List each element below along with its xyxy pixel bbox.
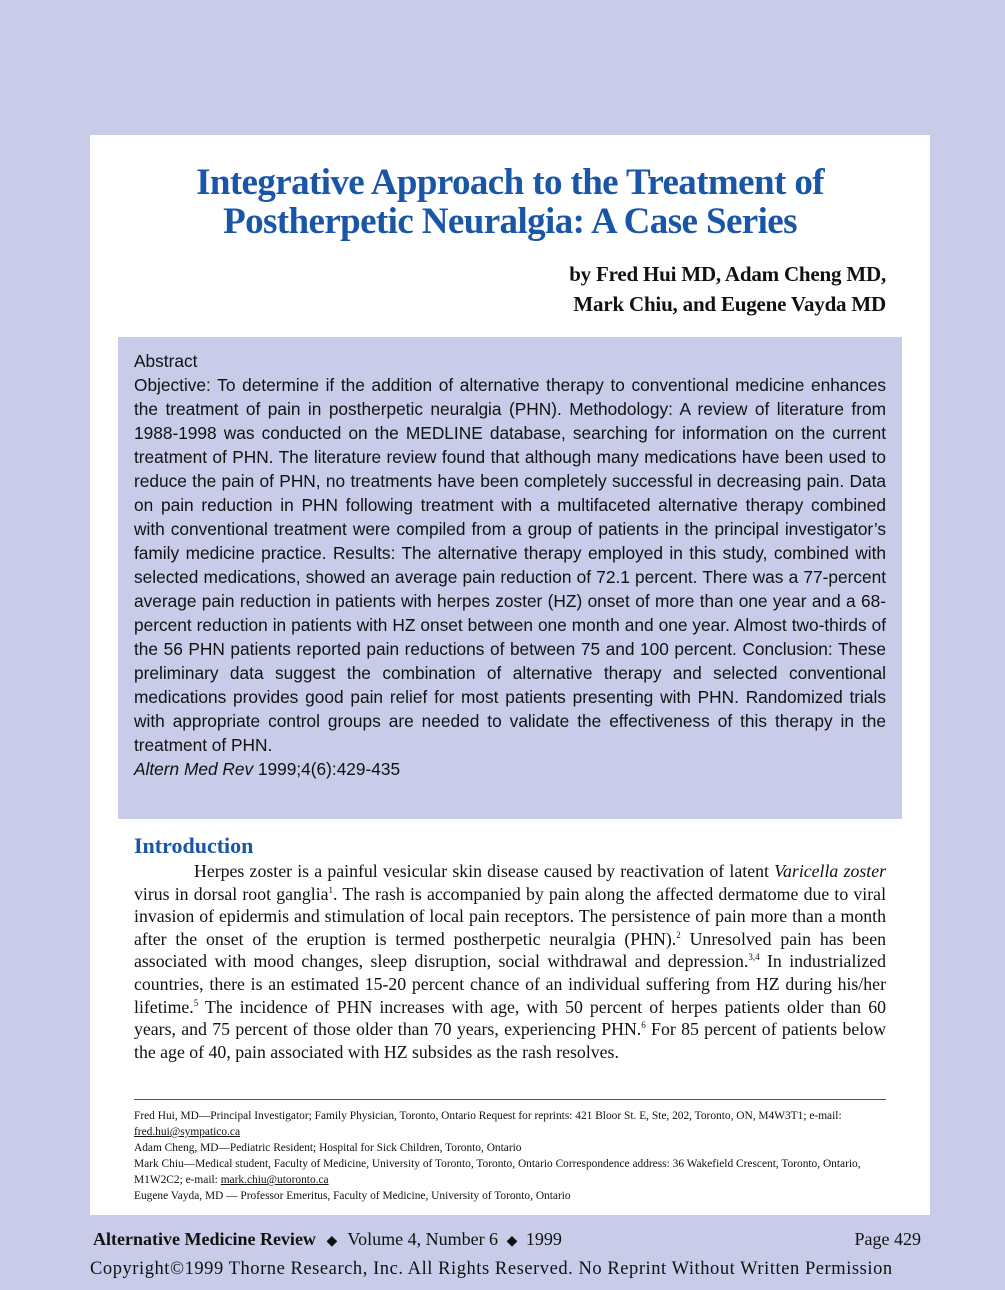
intro-text: The incidence of PHN increases with age, with 50 percent of herpes patients older than 60 years, and 75 percent of those older than 70 years, experiencing PHN. bbox=[134, 996, 886, 1040]
footnote-cheng: Adam Cheng, MD—Pediatric Resident; Hospital for Sick Children, Toronto, Ontario bbox=[134, 1142, 522, 1154]
reference-superscript: 2 bbox=[676, 929, 681, 940]
author-footnotes bbox=[134, 1108, 886, 1204]
intro-text: For 85 percent of patients below the age of 40, pain associated with HZ subsides as the rash resolves. bbox=[134, 1019, 886, 1062]
introduction-body bbox=[134, 860, 886, 1063]
title-line-1: Integrative Approach to the Treatment of bbox=[196, 162, 824, 203]
abstract-heading: Abstract bbox=[134, 351, 198, 371]
year: 1999 bbox=[525, 1229, 562, 1249]
article-title bbox=[90, 163, 930, 241]
citation-details: 1999;4(6):429-435 bbox=[253, 759, 401, 779]
author-list bbox=[386, 259, 886, 319]
intro-text: In industrialized countries, there is an estimated 15-20 percent chance of an individual suffering from HZ during his/her lifetime. bbox=[134, 951, 886, 1017]
authors-line-1: by Fred Hui MD, Adam Cheng MD, bbox=[569, 262, 886, 286]
intro-text: Herpes zoster is a painful vesicular skin disease caused by reactivation of latent bbox=[194, 861, 775, 881]
email-link-chiu[interactable]: mark.chiu@utoronto.ca bbox=[220, 1174, 329, 1186]
footnote-text: Fred Hui, MD—Principal Investigator; Family Physician, Toronto, Ontario Request for reprints: 421 Bloor St. E, Ste, 202, Toronto, ON, M4W3T1; e-mail: bbox=[134, 1110, 842, 1122]
intro-text: virus in dorsal root ganglia bbox=[134, 883, 329, 904]
citation-journal: Altern Med Rev bbox=[134, 759, 254, 779]
introduction-heading: Introduction bbox=[134, 833, 254, 858]
introduction-paragraph bbox=[134, 860, 886, 1063]
intro-italic-term: Varicella zoster bbox=[774, 861, 887, 881]
page-number: Page 429 bbox=[854, 1229, 921, 1249]
copyright-notice: Copyright©1999 Thorne Research, Inc. All Rights Reserved. No Reprint Without Written Permission bbox=[90, 1259, 893, 1279]
journal-footer bbox=[93, 1228, 921, 1252]
reference-superscript: 3,4 bbox=[748, 952, 760, 963]
footnote-hui bbox=[134, 1108, 886, 1140]
reference-superscript: 1 bbox=[328, 884, 334, 895]
volume-info: Volume 4, Number 6 bbox=[347, 1229, 499, 1249]
footnote-divider bbox=[134, 1099, 886, 1100]
diamond-separator-icon: ◆ bbox=[326, 1234, 338, 1249]
journal-name: Alternative Medicine Review bbox=[93, 1229, 316, 1249]
abstract-text: Objective: To determine if the addition of alternative therapy to conventional medicine enhances the treatment of pain in postherpetic neuralgia (PHN). Methodology: A review of literature from 1988-1998 was conducted on the MEDLINE database, searching for information on the current treatment of PHN. The literature review found that although many medications have been used to reduce the pain of PHN, no treatments have been completely successful in decreasing pain. Data on pain reduction in PHN following treatment with a multifaceted alternative therapy combined with conventional treatment were compiled from a group of patients in the principal investigator’s family medicine practice. Results: The alternative therapy employed in this study, combined with selected medications, showed an average pain reduction of 72.1 percent. There was a 77-percent average pain reduction in patients with herpes zoster (HZ) onset of more than one year and a 68-percent reduction in patients with HZ onset between one month and one year. Almost two-thirds of the 56 PHN patients reported pain reductions of between 75 and 100 percent. Conclusion: These preliminary data suggest the combination of alternative therapy and selected conventional medications provides good pain relief for most patients presenting with PHN. Randomized trials with appropriate control groups are needed to validate the effectiveness of this therapy in the treatment of PHN. bbox=[134, 375, 886, 755]
reference-superscript: 6 bbox=[641, 1020, 646, 1031]
intro-text: Unresolved pain has been associated with mood changes, sleep disruption, social withdrawal and depression. bbox=[134, 928, 886, 972]
diamond-separator-icon: ◆ bbox=[506, 1234, 518, 1249]
footnote-text: Mark Chiu—Medical student, Faculty of Medicine, University of Toronto, Toronto, Ontario Correspondence address: 36 Wakefield Crescent, Toronto, Ontario, M1W2C2; e-mail: bbox=[134, 1158, 861, 1186]
footnote-chiu bbox=[134, 1156, 886, 1188]
abstract-box bbox=[118, 337, 902, 819]
email-link-hui[interactable]: fred.hui@sympatico.ca bbox=[134, 1126, 241, 1138]
authors-line-2: Mark Chiu, and Eugene Vayda MD bbox=[573, 292, 886, 316]
abstract-citation bbox=[134, 757, 886, 781]
article-page bbox=[90, 135, 930, 1215]
footnote-vayda: Eugene Vayda, MD — Professor Emeritus, Faculty of Medicine, University of Toronto, Ontario bbox=[134, 1190, 571, 1202]
intro-text: . The rash is accompanied by pain along the affected dermatome due to viral invasion of epidermis and stimulation of local pain receptors. The persistence of pain more than a month after the onset of the eruption is termed postherpetic neuralgia (PHN). bbox=[134, 883, 887, 949]
reference-superscript: 5 bbox=[193, 997, 199, 1008]
title-line-2: Postherpetic Neuralgia: A Case Series bbox=[223, 201, 797, 242]
